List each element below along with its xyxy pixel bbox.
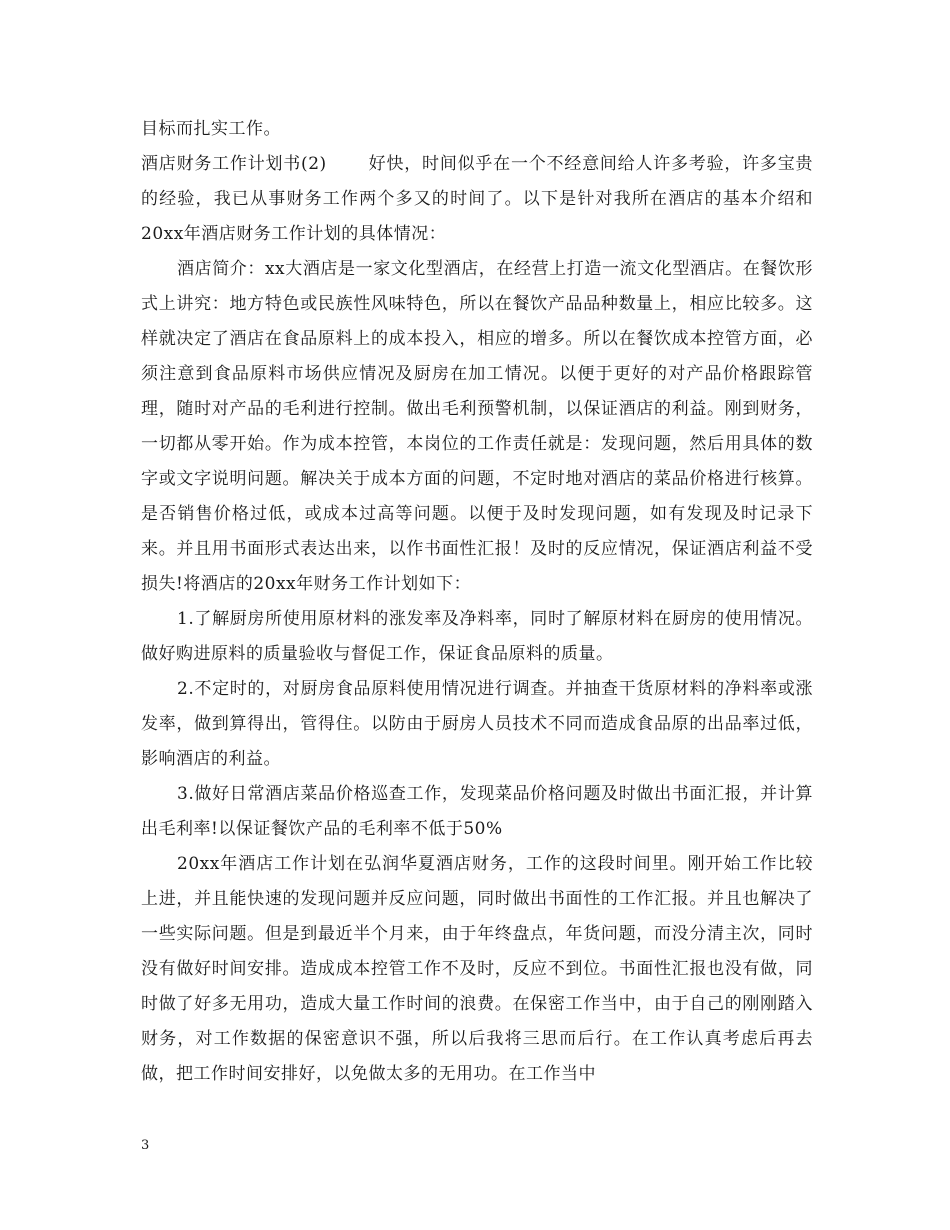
paragraph-7: 20xx年酒店工作计划在弘润华夏酒店财务，工作的这段时间里。刚开始工作比较上进，并且能快速的发现问题并反应问题，同时做出书面性的工作汇报。并且也解决了一些实际问题。但是到最近半个月来，由于年终盘点，年货问题，而没分清主次，同时没有做好时间安排。造成成本控管工作不及时，反应不到位。书面性汇报也没有做，同时做了好多无用功，造成大量工作时间的浪费。在保密工作当中，由于自己的刚刚踏入财务，对工作数据的保密意识不强，所以后我将三思而后行。在工作认真考虑后再去做，把工作时间安排好，以免做太多的无用功。在工作当中 (141, 854, 813, 1084)
paragraph-3: 酒店简介：xx大酒店是一家文化型酒店，在经营上打造一流文化型酒店。在餐饮形式上讲究：地方特色或民族性风味特色，所以在餐饮产品品种数量上，相应比较多。这样就决定了酒店在食品原料上的成本投入，相应的增多。所以在餐饮成本控管方面，必须注意到食品原料市场供应情况及厨房在加工情况。以便于更好的对产品价格跟踪管理，随时对产品的毛利进行控制。做出毛利预警机制，以保证酒店的利益。刚到财务，一切都从零开始。作为成本控管，本岗位的工作责任就是：发现问题，然后用具体的数字或文字说明问题。解决关于成本方面的问题，不定时地对酒店的菜品价格进行核算。是否销售价格过低，或成本过高等问题。以便于及时发现问题，如有发现及时记录下来。并且用书面形式表达出来，以作书面性汇报！及时的反应情况，保证酒店利益不受损失!将酒店的20xx年财务工作计划如下： (141, 259, 813, 594)
paragraph-1: 目标而扎实工作。 (141, 119, 281, 139)
paragraph-5: 2.不定时的，对厨房食品原料使用情况进行调查。并抽查干货原材料的净料率或涨发率，做到算得出，管得住。以防由于厨房人员技术不同而造成食品原的出品率过低，影响酒店的利益。 (141, 679, 813, 769)
paragraph-2: 酒店财务工作计划书(2) 好快，时间似乎在一个不经意间给人许多考验，许多宝贵的经验，我已从事财务工作两个多又的时间了。以下是针对我所在酒店的基本介绍和20xx年酒店财务工作计划的具体情况： (141, 154, 813, 244)
document-body (141, 112, 813, 1092)
paragraph-6: 3.做好日常酒店菜品价格巡查工作，发现菜品价格问题及时做出书面汇报，并计算出毛利率!以保证餐饮产品的毛利率不低于50% (141, 784, 813, 839)
paragraph-4: 1.了解厨房所使用原材料的涨发率及净料率，同时了解原材料在厨房的使用情况。做好购进原料的质量验收与督促工作，保证食品原料的质量。 (141, 609, 813, 664)
page-number: 3 (141, 1138, 150, 1153)
